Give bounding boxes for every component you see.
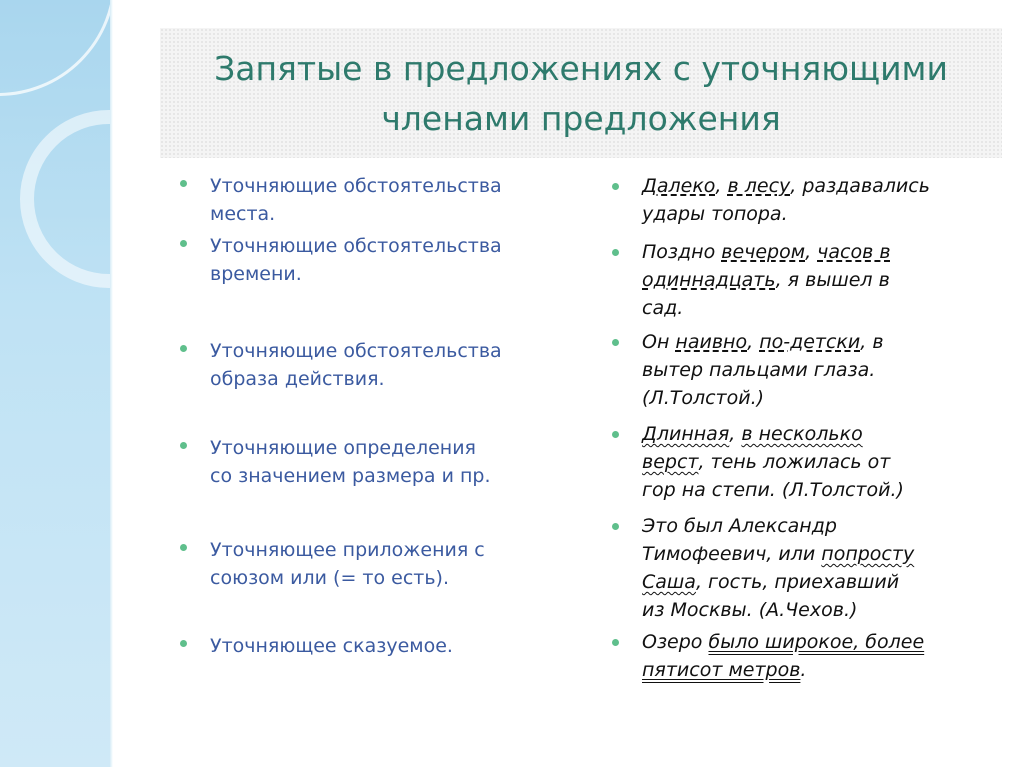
bullet-icon — [612, 249, 619, 256]
underlined-word: Длинная — [642, 423, 730, 445]
item-text: Уточняющие обстоятельства — [210, 235, 502, 257]
item-text: места. — [210, 203, 276, 225]
bullet-icon — [180, 442, 187, 449]
item-text: Уточняющие определения — [210, 437, 476, 459]
item-text: удары топора. — [642, 203, 788, 225]
item-text: Уточняющее приложения с — [210, 539, 485, 561]
item-line — [642, 568, 914, 596]
decorative-sidebar — [0, 0, 110, 767]
underlined-word: было широкое, более — [708, 631, 925, 653]
list-item — [612, 172, 930, 228]
bullet-icon — [180, 640, 187, 647]
item-text: , — [805, 241, 818, 263]
bullet-icon — [612, 639, 619, 646]
list-item — [180, 232, 502, 288]
item-text: Уточняющие обстоятельства — [210, 175, 502, 197]
item-text: (Л.Толстой.) — [642, 387, 765, 409]
item-text: времени. — [210, 263, 302, 285]
item-line — [642, 238, 891, 266]
underlined-word: пятисот метров — [642, 659, 801, 681]
decorative-ring — [0, 0, 110, 96]
item-text: образа действия. — [210, 368, 385, 390]
item-line — [642, 266, 891, 294]
underlined-word: часов в — [817, 241, 891, 263]
underlined-word: попросту — [821, 543, 915, 565]
underlined-word: наивно — [675, 331, 748, 353]
item-text: Это был Александр — [642, 515, 837, 537]
list-item — [180, 536, 485, 592]
bullet-icon — [612, 523, 619, 530]
item-text: , тень ложилась от — [698, 451, 891, 473]
underlined-word: по-детски — [759, 331, 861, 353]
item-text: , в — [860, 331, 884, 353]
item-line — [642, 328, 884, 356]
item-text: . — [800, 659, 807, 681]
title-line-1: Запятые в предложениях с уточняющими — [214, 49, 948, 88]
item-text: Он — [642, 331, 676, 353]
underlined-word: в несколько — [741, 423, 863, 445]
list-item — [612, 238, 891, 322]
sidebar-edge — [110, 0, 113, 767]
item-line — [642, 172, 930, 200]
underlined-word: верст — [642, 451, 699, 473]
item-text: Тимофеевич, или — [642, 543, 822, 565]
list-item — [180, 434, 491, 490]
bullet-icon — [180, 345, 187, 352]
item-text: из Москвы. (А.Чехов.) — [642, 599, 858, 621]
item-text: , раздавались — [790, 175, 930, 197]
slide-title — [160, 44, 1002, 144]
item-line — [642, 656, 924, 684]
item-text: Уточняющие обстоятельства — [210, 340, 502, 362]
title-line-2: членами предложения — [381, 99, 781, 138]
item-text: со значением размера и пр. — [210, 465, 491, 487]
item-line — [642, 540, 914, 568]
item-text: Уточняющее сказуемое. — [210, 635, 453, 657]
decorative-ring — [20, 110, 110, 288]
list-item — [180, 172, 502, 228]
underlined-word: Саша — [642, 571, 696, 593]
list-item — [180, 337, 502, 393]
item-text: сад. — [642, 297, 684, 319]
item-text: союзом или (= то есть). — [210, 567, 450, 589]
item-text: Поздно — [642, 241, 722, 263]
item-text: , я вышел в — [775, 269, 890, 291]
item-line — [642, 420, 904, 448]
bullet-icon — [180, 240, 187, 247]
list-item — [180, 632, 453, 660]
item-text: , — [729, 423, 742, 445]
underlined-word: Далеко — [642, 175, 716, 197]
item-line — [642, 448, 904, 476]
bullet-icon — [612, 183, 619, 190]
list-item — [612, 420, 904, 504]
item-text: , — [747, 331, 760, 353]
list-item — [612, 328, 884, 412]
item-text: , — [715, 175, 728, 197]
item-line — [642, 628, 924, 656]
item-text: гор на степи. (Л.Толстой.) — [642, 479, 904, 501]
underlined-word: одиннадцать — [642, 269, 776, 291]
bullet-icon — [612, 431, 619, 438]
underlined-word: вечером — [721, 241, 806, 263]
bullet-icon — [612, 339, 619, 346]
bullet-icon — [180, 544, 187, 551]
list-item — [612, 628, 924, 684]
item-text: вытер пальцами глаза. — [642, 359, 876, 381]
item-text: , гость, приехавший — [695, 571, 900, 593]
bullet-icon — [180, 180, 187, 187]
underlined-word: в лесу — [727, 175, 791, 197]
list-item — [612, 512, 914, 624]
item-text: Озеро — [642, 631, 709, 653]
